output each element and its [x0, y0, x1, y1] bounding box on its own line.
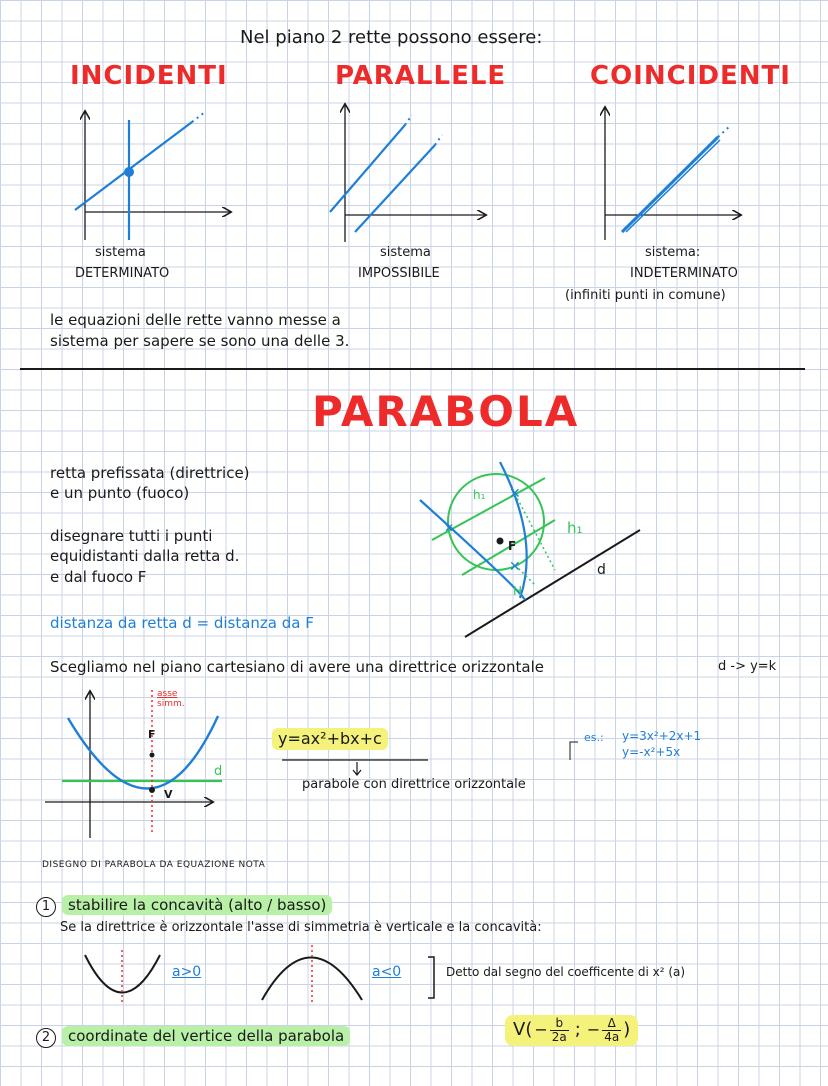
vertex-x-den: 2a [551, 1030, 567, 1045]
concavity-sign-note: Detto dal segno del coefficente di x² (a) [446, 965, 686, 979]
case-result-parallele: IMPOSSIBILE [358, 266, 440, 281]
example-2: y=-x²+5x [622, 745, 681, 759]
drawing-heading: DISEGNO DI PARABOLA DA EQUAZIONE NOTA [42, 860, 266, 870]
equations-note-line2: sistema per sapere se sono una delle 3. [50, 332, 350, 350]
concavity-down-condition: a<0 [372, 964, 402, 980]
vertex-y-num: Δ [607, 1016, 616, 1030]
svg-text:✕: ✕ [509, 486, 521, 502]
vertex-y-den: 4a [604, 1030, 620, 1045]
svg-text:✕: ✕ [444, 521, 455, 535]
diagram-label-h1b: h₁ [567, 519, 583, 537]
diagram-label-h1: h₁ [473, 488, 486, 502]
diagram-label-H: H [513, 584, 523, 598]
example-1: y=3x²+2x+1 [622, 729, 702, 743]
parabola-def-line2: e un punto (fuoco) [50, 484, 190, 502]
step-1-text: stabilire la concavità (alto / basso) [62, 895, 332, 915]
parabola-equation: y=ax²+bx+c [272, 728, 388, 750]
parabola-distance: distanza da retta d = distanza da F [50, 614, 314, 632]
header-title: Nel piano 2 rette possono essere: [240, 27, 543, 48]
step-2-number: 2 [36, 1028, 56, 1048]
svg-text:✕: ✕ [509, 559, 521, 575]
step-1-description: Se la direttrice è orizzontale l'asse di simmetria è verticale e la concavità: [60, 920, 542, 935]
equation-caption: parabole con direttrice orizzontale [302, 777, 526, 792]
graph-label-V: V [164, 788, 173, 801]
parabola-def-line1: retta prefissata (direttrice) [50, 464, 250, 482]
axis-label-2: simm. [157, 699, 185, 709]
vertex-formula: V( − $\frac{b}{2a}$ ; − $\frac{\Delta}{4a}$ ) [505, 1015, 638, 1046]
parabola-draw-line3: e dal fuoco F [50, 568, 147, 586]
case-title-parallele: PARALLELE [335, 61, 507, 91]
vertex-suffix: ) [623, 1019, 631, 1041]
case-system-incidenti: sistema [95, 245, 146, 260]
graph-label-d: d [214, 764, 223, 779]
parabola-title: PARABOLA [312, 387, 580, 436]
step-2-text: coordinate del vertice della parabola [62, 1026, 350, 1046]
diagram-label-F: F [508, 539, 517, 553]
case-system-parallele: sistema [380, 245, 431, 260]
concavity-up-condition: a>0 [172, 964, 202, 980]
case-note-coincidenti: (infiniti punti in comune) [565, 288, 726, 303]
case-title-coincidenti: COINCIDENTI [590, 61, 791, 91]
vertex-x-fraction [550, 1017, 569, 1044]
case-title-incidenti: INCIDENTI [70, 61, 228, 91]
choose-horizontal-directrix: Scegliamo nel piano cartesiano di avere una direttrice orizzontale [50, 658, 545, 676]
case-result-incidenti: DETERMINATO [75, 266, 170, 281]
case-result-coincidenti: INDETERMINATO [630, 266, 738, 281]
step-2 [36, 1028, 350, 1048]
step-1-number: 1 [36, 897, 56, 917]
vertex-y-fraction [602, 1017, 621, 1044]
parabola-draw-line2: equidistanti dalla retta d. [50, 547, 240, 565]
graph-label-F: F [148, 728, 156, 741]
vertex-prefix: V( [513, 1019, 533, 1041]
examples-prefix: es.: [584, 731, 604, 744]
parabola-draw-line1: disegnare tutti i punti [50, 527, 213, 545]
vertex-x-num: b [555, 1016, 564, 1030]
equations-note-line1: le equazioni delle rette vanno messe a [50, 311, 341, 329]
vertex-sep: ; [574, 1019, 581, 1041]
case-system-coincidenti: sistema: [645, 245, 701, 260]
choose-arrow: d -> y=k [718, 659, 777, 674]
axis-label-1: asse [157, 689, 178, 699]
diagram-label-d: d [597, 562, 606, 578]
